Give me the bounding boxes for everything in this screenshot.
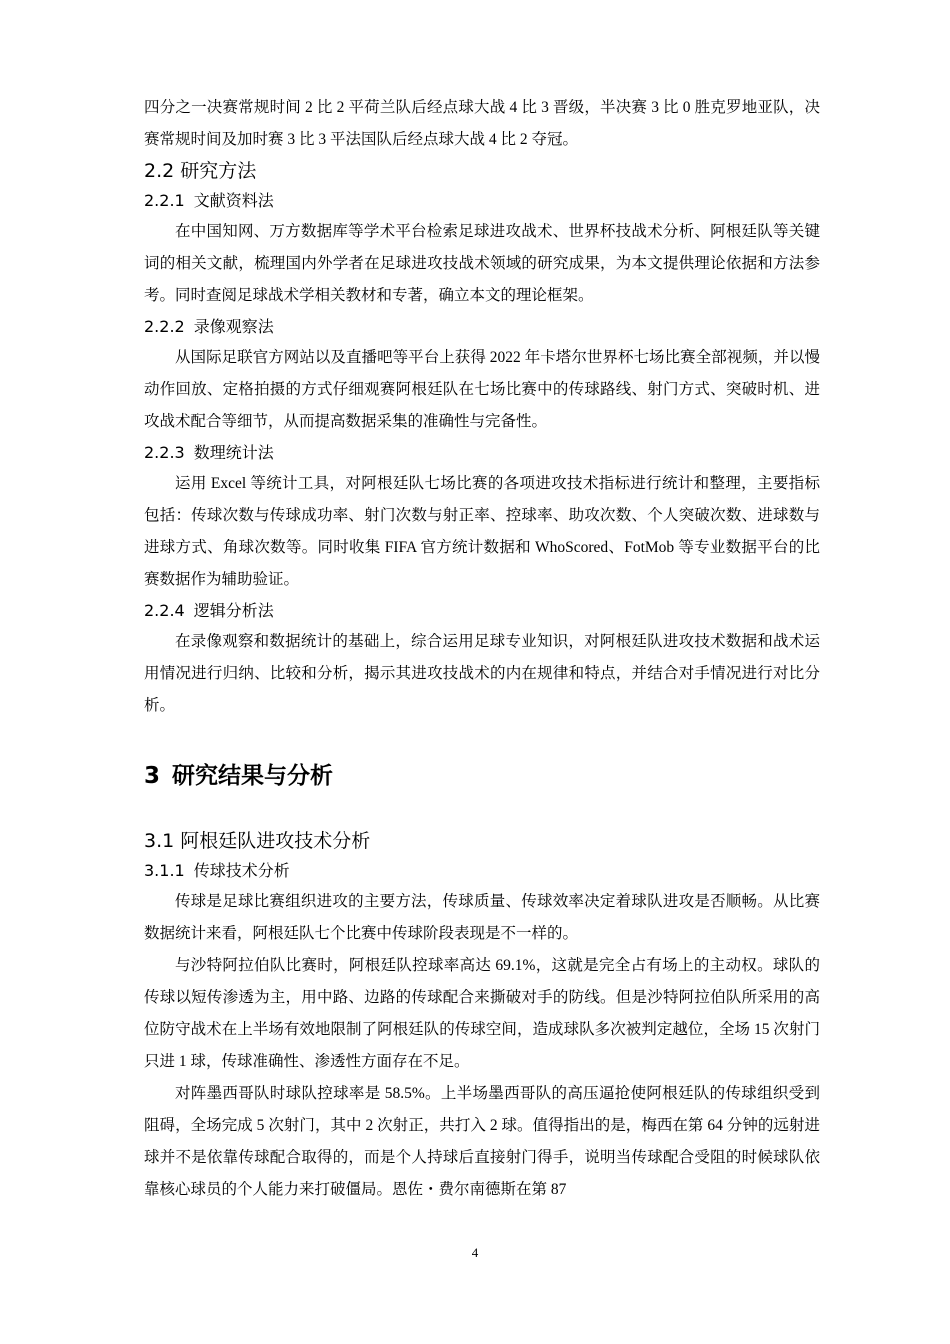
subsection-title: 录像观察法 [193, 317, 274, 336]
paragraph-statistics-method: 运用 Excel 等统计工具，对阿根廷队七场比赛的各项进攻技术指标进行统计和整理，主要指标包括：传球次数与传球成功率、射门次数与射正率、控球率、助攻次数、个人突破次数、进球数与进球方式、角球次数等。同时收集 FIFA 官方统计数据和 WhoScored、FotMob 等专业数据平台的比赛数据作为辅助验证。 [144, 475, 820, 588]
subsection-title: 传球技术分析 [193, 861, 290, 880]
subsection-title: 逻辑分析法 [193, 601, 274, 620]
subsection-number: 2.2.1 [144, 191, 185, 210]
subsection-heading-3-1-1 [144, 856, 820, 886]
chapter-number: 3 [144, 763, 161, 789]
document-page [144, 92, 820, 1206]
subsection-number: 2.2.3 [144, 443, 185, 462]
subsection-heading-2-2-3 [144, 438, 820, 468]
subsection-title: 数理统计法 [193, 443, 274, 462]
subsection-heading-2-2-1 [144, 186, 820, 216]
chapter-title: 研究结果与分析 [172, 763, 334, 789]
subsection-number: 2.2.2 [144, 317, 185, 336]
subsection-title: 文献资料法 [193, 191, 274, 210]
subsection-number: 3.1.1 [144, 861, 185, 880]
page-number: 4 [471, 1245, 479, 1260]
subsection-number: 2.2.4 [144, 601, 185, 620]
section-heading-3-1: 3.1 阿根廷队进攻技术分析 [144, 830, 371, 852]
paragraph-literature-method: 在中国知网、万方数据库等学术平台检索足球进攻战术、世界杯技战术分析、阿根廷队等关键词的相关文献，梳理国内外学者在足球进攻技战术领域的研究成果，为本文提供理论依据和方法参考。同时查阅足球战术学相关教材和专著，确立本文的理论框架。 [144, 223, 820, 304]
paragraph-mexico-match: 对阵墨西哥队时球队控球率是 58.5%。上半场墨西哥队的高压逼抢使阿根廷队的传球组织受到阻碍，全场完成 5 次射门，其中 2 次射正，共打入 2 球。值得指出的是，梅西在第 64 分钟的远射进球并不是依靠传球配合取得的，而是个人持球后直接射门得手，说明当传球配合受阻的时候球队依靠核心球员的个人能力来打破僵局。恩佐・费尔南德斯在第 87 [144, 1085, 820, 1198]
chapter-heading-3 [144, 756, 820, 796]
paragraph-passing-intro: 传球是足球比赛组织进攻的主要方法，传球质量、传球效率决定着球队进攻是否顺畅。从比赛数据统计来看，阿根廷队七个比赛中传球阶段表现是不一样的。 [144, 893, 820, 942]
paragraph-video-observation: 从国际足联官方网站以及直播吧等平台上获得 2022 年卡塔尔世界杯七场比赛全部视频，并以慢动作回放、定格拍摄的方式仔细观赛阿根廷队在七场比赛中的传球路线、射门方式、突破时机、进攻战术配合等细节，从而提高数据采集的准确性与完备性。 [144, 349, 820, 430]
paragraph-continuation: 四分之一决赛常规时间 2 比 2 平荷兰队后经点球大战 4 比 3 晋级，半决赛 3 比 0 胜克罗地亚队，决赛常规时间及加时赛 3 比 3 平法国队后经点球大战 4 比 2 夺冠。 [144, 99, 820, 148]
subsection-heading-2-2-4 [144, 596, 820, 626]
paragraph-logic-method: 在录像观察和数据统计的基础上，综合运用足球专业知识，对阿根廷队进攻技术数据和战术运用情况进行归纳、比较和分析，揭示其进攻技战术的内在规律和特点，并结合对手情况进行对比分析。 [144, 633, 820, 714]
section-heading-2-2: 2.2 研究方法 [144, 160, 257, 182]
subsection-heading-2-2-2 [144, 312, 820, 342]
paragraph-saudi-match: 与沙特阿拉伯队比赛时，阿根廷队控球率高达 69.1%，这就是完全占有场上的主动权。球队的传球以短传渗透为主，用中路、边路的传球配合来撕破对手的防线。但是沙特阿拉伯队所采用的高位防守战术在上半场有效地限制了阿根廷队的传球空间，造成球队多次被判定越位，全场 15 次射门只进 1 球，传球准确性、渗透性方面存在不足。 [144, 957, 820, 1070]
